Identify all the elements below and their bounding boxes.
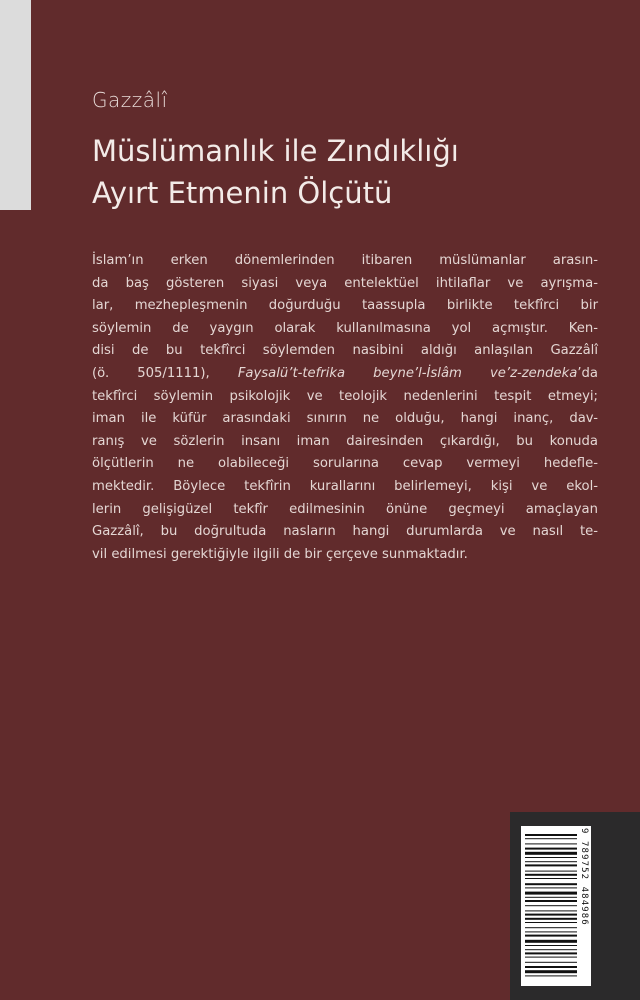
blurb-line [92, 521, 598, 544]
isbn-barcode [521, 826, 591, 986]
blurb-text: da baş gösteren siyasi veya entelektüel ihtilaflar ve ayrışma- [92, 275, 598, 291]
blurb-text: (ö. 505/1111), [92, 365, 238, 381]
blurb-text: lerin gelişigüzel tekfîr edilmesinin önüne geçmeyi amaçlayan [92, 501, 598, 517]
title-line-1: Müslümanlık ile Zındıklığı [92, 134, 459, 168]
blurb-text: mektedir. Böylece tekfîrin kurallarını belirlemeyi, kişi ve ekol- [92, 478, 598, 494]
blurb-text: ölçütlerin ne olabileceği sorularına cevap vermeyi hedefle- [92, 456, 598, 472]
blurb-line [92, 431, 598, 454]
blurb-line [92, 250, 598, 273]
blurb-line [92, 386, 598, 409]
blurb-text: ranış ve sözlerin insanı iman dairesinden çıkardığı, bu konuda [92, 433, 598, 449]
blurb-line [92, 340, 598, 363]
blurb-line [92, 476, 598, 499]
blurb-text: Gazzâlî, bu doğrultuda nasların hangi durumlarda ve nasıl te- [92, 524, 598, 540]
blurb-line [92, 499, 598, 522]
author-name: Gazzâlî [92, 88, 168, 112]
blurb-text: İslam’ın erken dönemlerinden itibaren müslümanlar arasın- [92, 253, 598, 268]
blurb-line [92, 453, 598, 476]
blurb-line [92, 544, 598, 567]
book-title [92, 130, 612, 214]
blurb-text: ’da [577, 365, 598, 381]
isbn-number: 9 789752 484986 [579, 828, 589, 926]
spine-strip [0, 0, 31, 210]
back-cover-blurb [92, 250, 598, 566]
blurb-text: lar, mezhepleşmenin doğurduğu taassupla birlikte tekfîrci bir [92, 298, 598, 314]
title-line-2: Ayırt Etmenin Ölçütü [92, 176, 393, 210]
blurb-line [92, 363, 598, 386]
blurb-text: vil edilmesi gerektiğiyle ilgili de bir çerçeve sunmaktadır. [92, 546, 468, 562]
blurb-line [92, 318, 598, 341]
blurb-text: disi de bu tekfîrci söylemden nasibini aldığı anlaşılan Gazzâlî [92, 343, 598, 359]
barcode-bars-icon [525, 834, 577, 978]
blurb-text: tekfîrci söylemin psikolojik ve teolojik nedenlerini tespit etmeyi; [92, 388, 598, 404]
blurb-line [92, 273, 598, 296]
blurb-italic-title: Faysalü’t-tefrika beyne’l-İslâm ve’z-zendeka [237, 365, 578, 381]
blurb-text: iman ile küfür arasındaki sınırın ne olduğu, hangi inanç, dav- [92, 411, 598, 427]
blurb-line [92, 295, 598, 318]
blurb-text: söylemin de yaygın olarak kullanılmasına yol açmıştır. Ken- [92, 320, 598, 336]
blurb-line [92, 408, 598, 431]
